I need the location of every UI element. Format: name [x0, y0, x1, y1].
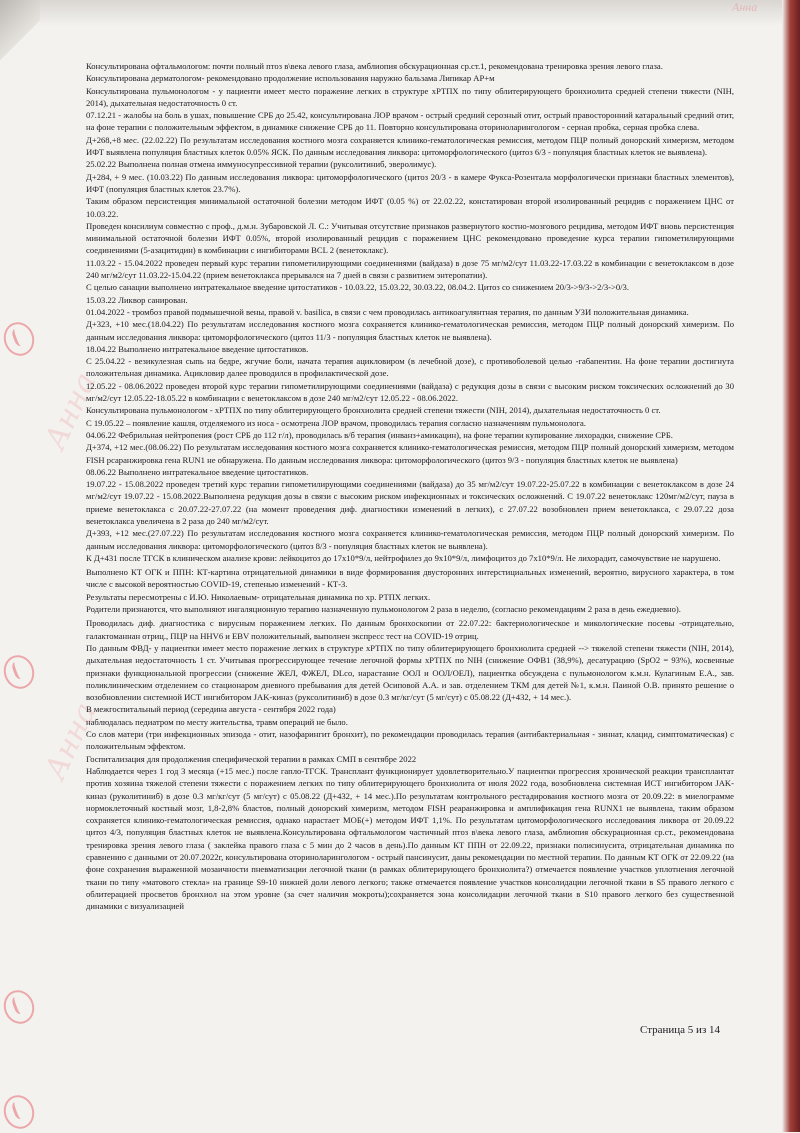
paragraph: Д+323, +10 мес.(18.04.22) По результатам исследования костного мозга сохраняется клинико-гематологическая ремиссия, методом ПЦР полный донорский химеризм. По данным исследования ликвора: цитоморфологического (цитоз 11/3 - популяция бластных клеток не выявлена). [86, 319, 734, 342]
paragraph: Консультирована пульмонологом - у пациенти имеет место поражение легких в структуре хРТПХ по типу облитерирующего бронхиолита средней степени тяжести (NIH, 2014), дыхательная недостаточность 0 ст. [86, 85, 734, 108]
watermark-top: Анна [732, 0, 758, 14]
page-number: Страница 5 из 14 [640, 1024, 721, 1036]
paragraph: наблюдалась педиатром по месту жительства, травм операций не было. [86, 716, 348, 727]
paragraph: С целью санации выполнено интратекальное введение цитостатиков - 10.03.22, 15.03.22, 30.03.22, 08.04.2. Цитоз со снижением 20/3->9/3->2/3->0/3. [86, 282, 629, 293]
watermark-logo-icon [0, 651, 39, 693]
paragraph: Госпитализация для продолжения специфической терапии в рамках СМП в сентябре 2022 [86, 753, 417, 764]
paragraph: Д+284, + 9 мес. (10.03.22) По данным исследования ликвора: цитоморфологического (цитоз 20/3 - в камере Фукса-Розентала морфологически признаки бластных элементов), ИФТ (популяция бластных клеток 23.7%). [86, 171, 734, 194]
paragraph: Д+268,+8 мес. (22.02.22) По результатам исследования костного мозга сохраняется клинико-гематологическая ремиссия, методом ПЦР полный донорский химеризм, методом ИФТ выявлена популяция бластных клеток 0.05% ЯСК. По данным исследования ликвора: цитоморфологического (цитоз 6/3 - популяция бластных клеток не выявлена). [86, 134, 734, 158]
paragraph: 08.06.22 Выполнено интратекальное введение цитостатиков. [86, 466, 309, 477]
paragraph: 11.03.22 - 15.04.2022 проведен первый курс терапии гипометилирующими соединениями (вайдаза) в дозе 75 мг/м2/сут 11.03.22-17.03.22 в комбинации с венетоклаксом в дозе 240 мг/м2/сут 11.03.22-15.04.22 (прием венетоклакса прерывался на 7 дней в связи с развитием энтеропатии). [86, 257, 734, 281]
paragraph: Выполнено КТ ОГК и ППН: КТ-картина отрицательной динамики в виде формирования двусторонних интерстициальных изменений, вероятно, вирусного характера, в том числе с высокой вероятностью COVID-19, степенью изменений - КТ-3. [86, 567, 734, 590]
paragraph: В межгоспитальный период (середина августа - сентября 2022 года) [86, 704, 336, 715]
paragraph: 15.03.22 Ликвор санирован. [86, 294, 188, 305]
paragraph: Родители признаются, что выполняют ингаляционную терапию назначенную пульмонологом 2 раза в неделю, (согласно рекомендациям 2 раза в день ежедневно). [86, 604, 681, 615]
paragraph: Проводилась диф. диагностика с вирусным поражением легких. По данным бронхоскопии от 22.07.22: бактериологическое и микологические посевы -отрицательно, галактоманнан отриц., ПЦР на HHV6 и EBV положительный, выполнен экспресс тест на COVID-19 отриц. [86, 618, 734, 641]
scan-right-edge [782, 0, 800, 1132]
watermark-text: Анна [38, 697, 104, 785]
paragraph: 01.04.2022 - тромбоз правой подмышечной вены, правой v. basilica, в связи с чем проводилась антикоагулянтная терапия, по данным УЗИ положительная динамика. [86, 306, 689, 317]
paragraph: По данным ФВД- у пациентки имеет место поражение легких в структуре хРТПХ по типу облитерирующего бронхиолита средней --> тяжелой степени тяжести (NIH, 2014), дыхательная недостаточность 1 ст. Учитывая прогрессирующее течение легочной формы хРТПХ по NIH (снижение ОФВ1 (38,9%), десатурацию (SpO2 = 93%), косвенные признаки функциональной прогрессии (снижение ЖЕЛ, ФЖЕЛ, DLco, нарастание ООЛ и ООЛ/ОЕЛ), пациентка обсуждена с пульмонологом к.м.н. Кулагиным Е.А., зав. поликлиническим отделением со стационаром дневного пребывания для детей Осиповой А.А. и зав. отделением ТКМ для детей №1, к.м.н. Паиной О.В. принято решение о возобновлении системной ИСТ ингибитором JAK-киназ (руксолитиниб) в дозе 0.3 мг/кг/сут (5 мг/сут) с 05.08.22 (Д+432, + 14 мес.). [86, 642, 734, 703]
paragraph: Д+393, +12 мес.(27.07.22) По результатам исследования костного мозга сохраняется клинико-гематологическая ремиссия, методом ПЦР полный донорский химеризм. По данным исследования ликвора: цитоморфологического (цитоз 8/3 - популяция бластных клеток не выявлена). [86, 528, 734, 551]
paragraph: Таким образом персистенция минимальной остаточной болезни методом ИФТ (0.05 %) от 22.02.22, констатирован второй изолированный рецидив с поражением ЦНС от 10.03.22. [86, 196, 734, 219]
paragraph: 07.12.21 - жалобы на боль в ушах, повышение СРБ до 25.42, консультирована ЛОР врачом - острый средний серозный отит, острый правосторонний катаральный средний отит, на фоне терапии с положительным эффектом, в динамике снижение СРБ до 11. Повторно консультирована оториноларингологом - серная пробка, серная пробка слева. [86, 110, 734, 133]
watermark-logo-icon [0, 1091, 39, 1133]
watermark-logo-icon [0, 318, 39, 360]
paragraph: С 25.04.22 - везикулезная сыпь на бедре, жгучие боли, начата терапия ацикловиром (в лечебной дозе), с противоболевой целью -габапентин. На фоне терапии достигнута положительная динамика. Ацикловир далее проводился в профилактической дозе. [86, 356, 734, 379]
paragraph: Консультирована дерматологом- рекомендовано продолжение использования наружно бальзама Липикар АР+м [86, 73, 495, 84]
scan-top-shadow [0, 0, 800, 26]
paragraph: 18.04.22 Выполнено интратекальное введение цитостатиков. [86, 343, 309, 354]
paragraph: К Д+431 после ТГСК в клиническом анализе крови: лейкоцитоз до 17х10*9/л, нейтрофилез до 9х10*9/л, лимфоцитоз до 7х10*9/л. Не лихорадит, самочувствие не нарушено. [86, 552, 721, 563]
paragraph: С 19.05.22 – появление кашля, отделяемого из носа - осмотрена ЛОР врачом, проводилась терапия согласно назначениям пульмонолога. [86, 417, 586, 428]
paragraph: Проведен консилиум совместно с проф., д.м.н. Зубаровской Л. С.: Учитывая отсутствие признаков развернутого костно-мозгового рецидива, методом ИФТ вновь персистенция минимальной остаточной болезни ИФТ 0.05%, второй изолированный рецидив с поражением ЦНС рекомендовано проведение курса терапии гипометилирующими соединениями (5-азацитидин) в комбинации с ингибиторами BCL 2 (венетоклакс). [86, 220, 734, 256]
paragraph: Консультирована офтальмологом: почти полный птоз в\века левого глаза, амблиопия обскурационная ср.ст.1, рекомендована тренировка зрения левого глаза. [86, 61, 663, 71]
paragraph: 19.07.22 - 15.08.2022 проведен третий курс терапии гипометилирующими соединениями (вайдаза) до 35 мг/м2/сут 19.07.22-25.07.22 в комбинации с венетоклаксом в дозе 24 мг/м2/сут 19.07.22 - 15.08.2022.Выполнена редукция дозы в связи с высоким риском инфекционных и токсических осложнений. С 19.07.22 венетоклакс 120мг/м2/сут, пауза в приеме венетоклакса с 20.07.22-27.07.22 (на момент проведения диф. диагностики изменений в легких), с 27.07.22 возобновлен прием венетоклакса, с 29.07.22 доза венетоклакса увеличена в 2 раза до 240 мг/м2/сут. [86, 479, 734, 526]
paragraph: 25.02.22 Выполнена полная отмена иммуносупрессивной терапии (руксолитиниб, эверолимус). [86, 159, 437, 170]
paragraph: Д+374, +12 мес.(08.06.22) По результатам исследования костного мозга сохраняется клинико-гематологическая ремиссия, методом ПЦР полный донорский химеризм, методом FISH рсаранжировка гена RUN1 не обнаружена. По данным исследования ликвора: цитоморфологического (цитоз 9/3 - популяция бластных клеток не выявлена) [86, 442, 734, 465]
document-body [86, 60, 734, 912]
paragraph: Результаты пересмотрены с И.Ю. Николаевым- отрицательная динамика по хр. РТПХ легких. [86, 591, 431, 602]
paragraph: Со слов матери (три инфекционных эпизода - отит, назофарингит бронхит), по рекомендации проводилась терапия (антибактериальная - зиннат, клацид, симптоматическая) с положительным эффектом. [86, 729, 734, 752]
page-corner-fold [0, 0, 40, 60]
paragraph: Наблюдается через 1 год 3 месяца (+15 мес.) после гапло-ТГСК. Трансплант функционирует удовлетворительно.У пациентки прогрессия хронической реакции трансплантат против хозяина тяжелой степени тяжести с поражением легких по типу облитерирующего бронхиолита от июля 2022 года, возобновлена системная ИСТ ингибитором JAK-киназ (руколитиниб) в дозе 0.3 мг/кг/сут (5 мг/сут) с 05.08.22 (Д+432, + 14 мес.).По результатам контрольного рестадирования костного мозга от 20.09.22: в миелограмме нормоклеточный костный мозг, 1,8-2,8% бластов, полный донорский химеризм, методом FISH реаранжировка и амплификация гена RUNX1 не выявлена, таким образом сохраняется клинико-гематологическая ремиссия, однако нарастает МОБ(+) методом ИФТ 1,1%. По результатам цитоморфологического исследования ликвора от 20.09.22 цитоз 4/3, популяция бластных клеток не выявлена.Консультирована офтальмологом частичный птоз в\века левого глаза, амблиопия обскурационная ср.ст., рекомендована тренировка зрения левого глаза ( заклейка правого глаза с 5 мин до 2 часов в день).По данным КТ ППН от 22.09.22, признаки полисинусита, отрицательная динамика по сравнению с данными от 20.07.2022г, консультирована оториноларингологом - острый пансинусит, даны рекомендации по местной терапии. По данным КТ ОГК от 22.09.22 (на фоне сохранения выраженной мозаичности пневматизации легочной ткани (в рамках облитерирующего бронхиолита?) отмечается появление участков уплотнения легочной ткани по типу «матового стекла» на границе S9-10 нижней доли левого легкого; также отмечается появление участков консолидации легочной ткани в S5 правого легкого с облитерацией просветов бронхиол на этом уровне (за счет наличия мокроты);сохраняется зона консолидации легочной ткани в S10 правого легкого без существенной динамики с визуализацией [86, 765, 734, 912]
paragraph: 12.05.22 - 08.06.2022 проведен второй курс терапии гипометилирующими соединениями (вайдаза) с редукция дозы в связи с высоким риском токсических осложнений до 30 мг/м2/сут 12.05.22-18.05.22 в комбинации с венетоклаксом в дозе 240 мг/м2/сут 12.05.22 - 08.06.2022. [86, 380, 734, 404]
paragraph: Консультирована пульмонологом - хРТПХ по типу облитерирующего бронхиолита средней степени тяжести (NIH, 2014), дыхательная недостаточность 0 ст. [86, 405, 661, 416]
paragraph: 04.06.22 Фебрильная нейтропения (рост СРБ до 112 г/л), проводилась в/б терапия (инванз+амикацин), на фоне терапии купирование лихорадки, снижение СРБ. [86, 429, 673, 440]
watermark-logo-icon [0, 986, 39, 1028]
watermark-text: Анна [38, 367, 104, 455]
